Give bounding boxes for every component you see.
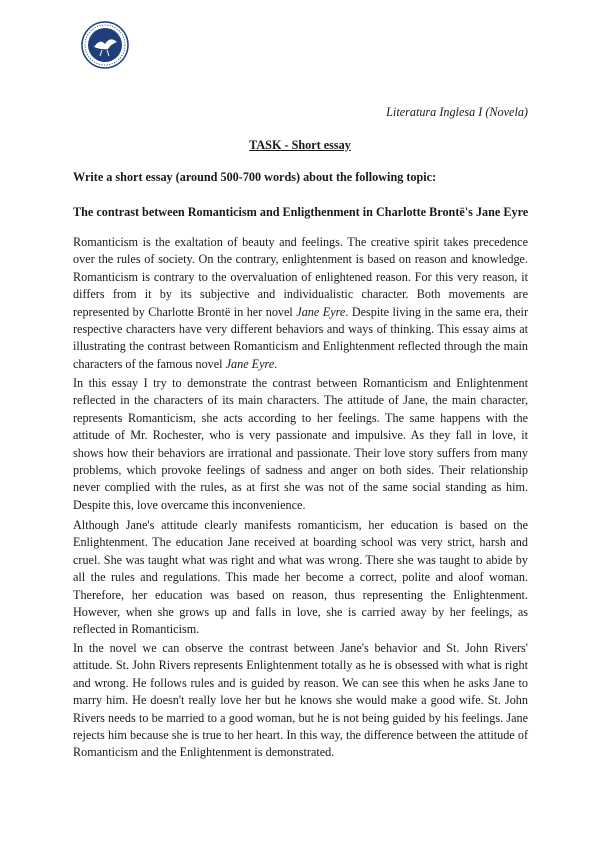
- essay-paragraph-1: [73, 234, 528, 373]
- paragraph-text: Romanticism is the exaltation of beauty and feelings. The creative spirit takes precedence over the rules of society. On the contrary, enlightenment is based on reason and knowledge. Romanticism is contrary to the overvaluation of enlightened reason. For this very reason, it differs from it by its subjective and individualistic character. Both movements are represented by Charlotte Brontë in her novel: [73, 235, 528, 319]
- novel-title: Jane Eyre: [225, 356, 275, 371]
- essay-paragraph-2: In this essay I try to demonstrate the contrast between Romanticism and Enlightenment reflected in the characters of its main characters. The attitude of Jane, the main character, represents Romanticism, she acts according to her feelings. The same happens with the attitude of Mr. Rochester, who is very passionate and impulsive. As they fall in love, it shows how their behaviors are irrational and passionate. Their love story suffers from many problems, which provoke feelings of sadness and anger on both sides. Their relationship never complied with the rules, as at first she was not of the same social standing as him. Despite this, love overcame this inconvenience.: [73, 376, 528, 512]
- task-title: TASK - Short essay: [249, 138, 351, 152]
- novel-title: Jane Eyre: [296, 304, 346, 319]
- university-seal-icon: [80, 20, 130, 70]
- course-name: Literatura Inglesa I (Novela): [386, 105, 528, 119]
- essay-prompt: Write a short essay (around 500-700 words) about the following topic:: [73, 170, 437, 184]
- essay-topic: The contrast between Romanticism and Enligthenment in Charlotte Brontë's Jane Eyre: [73, 205, 529, 219]
- essay-paragraph-4: In the novel we can observe the contrast between Jane's behavior and St. John Rivers' attitude. St. John Rivers represents Enlightenment totally as he is obsessed with what is right and wrong. He follows rules and is guided by reason. We can see this when he asks Jane to marry him. He doesn't really love her but he knows she would make a good wife. St. John Rivers needs to be married to a good woman, but he is not being guided by his feelings. Jane rejects him because she is true to her heart. In this way, the difference between the attitude of Romanticism and the Enlightenment is demonstrated.: [73, 641, 528, 760]
- paragraph-text: . Despite living in the same era, their respective characters have very different behaviors and ways of thinking. This essay aims at illustrating the contrast between Romanticism and Enlightenment reflected through the main characters of the famous novel: [73, 304, 529, 371]
- paragraph-text: .: [274, 356, 278, 371]
- essay-paragraph-3: Although Jane's attitude clearly manifests romanticism, her education is based on the Enlightenment. The education Jane received at boarding school was very strict, harsh and cruel. She was taught what was right and what was wrong. There she was taught to abide by all the rules and regulations. This made her become a correct, polite and aloof woman. Therefore, her education was based on reason, thus representing the Enlightenment. However, when she grows up and falls in love, she is carried away by her feelings, as reflected in Romanticism.: [73, 518, 528, 637]
